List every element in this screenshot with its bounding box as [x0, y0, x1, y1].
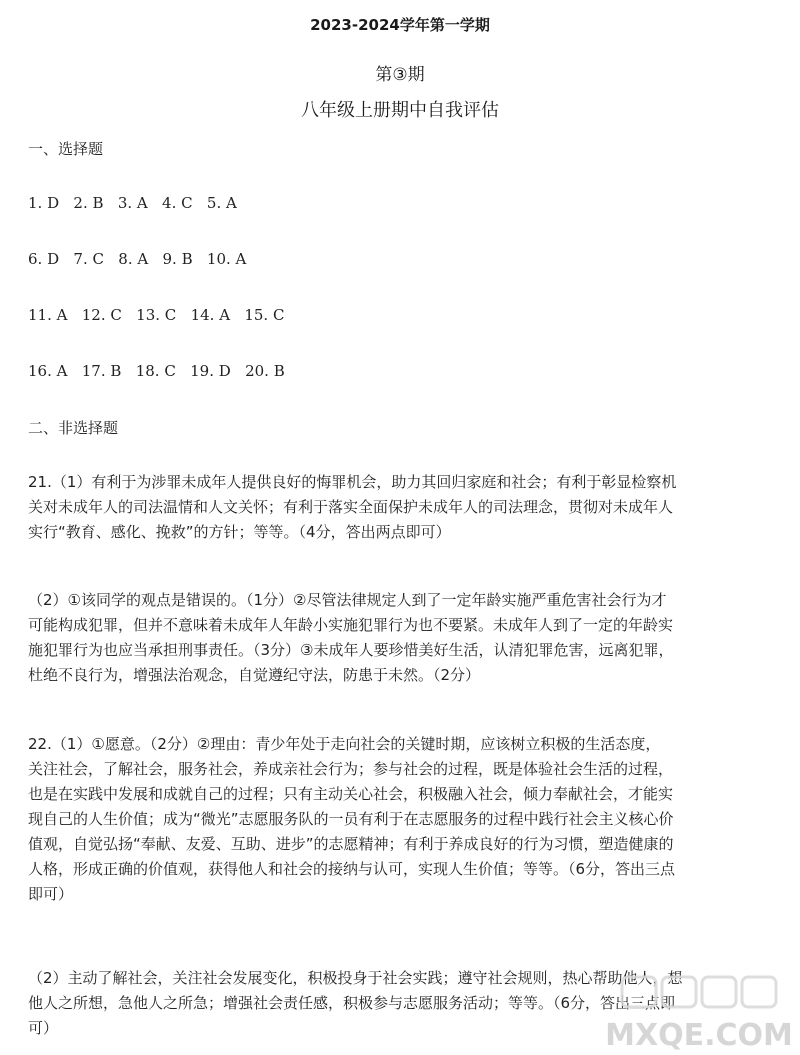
paragraph-line: （2）①该同学的观点是错误的。（1分）②尽管法律规定人到了一定年龄实施严重危害社会行为才: [28, 591, 667, 609]
paragraph-line: 可）: [28, 1019, 59, 1037]
choice-answers-row-3: 11. A 12. C 13. C 14. A 15. C: [28, 306, 285, 324]
paragraph-line: 现自己的人生价值；成为“微光”志愿服务队的一员有利于在志愿服务的过程中践行社会主义核心价: [28, 810, 674, 828]
choice-answers-row-4: 16. A 17. B 18. C 19. D 20. B: [28, 362, 285, 380]
paragraph-line: 也是在实践中发展和成就自己的过程；只有主动关心社会，积极融入社会，倾力奉献社会，才能实: [28, 785, 674, 803]
answer-21-part-1: [28, 470, 778, 545]
section-non-choice-heading: 二、非选择题: [28, 419, 119, 437]
issue-number: 第③期: [375, 65, 425, 85]
paragraph-line: 22.（1）①愿意。（2分）②理由：青少年处于走向社会的关键时期，应该树立积极的生活态度，: [28, 735, 661, 753]
paragraph-line: 即可）: [28, 885, 74, 903]
paragraph-line: 实行“教育、感化、挽救”的方针；等等。（4分，答出两点即可）: [28, 523, 451, 541]
paragraph-line: （2）主动了解社会，关注社会发展变化，积极投身于社会实践；遵守社会规则，热心帮助他人，想: [28, 969, 683, 987]
choice-answers-row-2: 6. D 7. C 8. A 9. B 10. A: [28, 250, 247, 268]
school-term-heading: 2023-2024学年第一学期: [310, 16, 490, 34]
answer-21-part-2: [28, 588, 778, 688]
watermark-logo: [604, 973, 794, 1053]
section-multiple-choice-heading: 一、选择题: [28, 140, 104, 158]
watermark-text: MXQE.COM: [605, 1018, 793, 1053]
paragraph-line: 关对未成年人的司法温情和人文关怀；有利于落实全面保护未成年人的司法理念，贯彻对未成年人: [28, 498, 674, 516]
paragraph-line: 施犯罪行为也应当承担刑事责任。（3分）③未成年人要珍惜美好生活，认清犯罪危害，远离犯罪，: [28, 641, 674, 659]
paragraph-line: 关注社会，了解社会，服务社会，养成亲社会行为；参与社会的过程，既是体验社会生活的过程，: [28, 760, 674, 778]
paragraph-line: 21.（1）有利于为涉罪未成年人提供良好的悔罪机会，助力其回归家庭和社会；有利于彰显检察机: [28, 473, 677, 491]
paragraph-line: 杜绝不良行为，增强法治观念，自觉遵纪守法，防患于未然。（2分）: [28, 666, 481, 684]
paragraph-line: 值观，自觉弘扬“奉献、友爱、互助、进步”的志愿精神；有利于养成良好的行为习惯，塑造健康的: [28, 835, 674, 853]
paragraph-line: 他人之所想，急他人之所急；增强社会责任感，积极参与志愿服务活动；等等。（6分，答出三点即: [28, 994, 676, 1012]
document-title: 八年级上册期中自我评估: [301, 100, 499, 121]
paragraph-line: 人格，形成正确的价值观，获得他人和社会的接纳与认可，实现人生价值；等等。（6分，答出三点: [28, 860, 676, 878]
paragraph-line: 可能构成犯罪，但并不意味着未成年人年龄小实施犯罪行为也不要紧。未成年人到了一定的年龄实: [28, 616, 674, 634]
choice-answers-row-1: 1. D 2. B 3. A 4. C 5. A: [28, 194, 237, 212]
answer-22-part-1: [28, 732, 778, 907]
